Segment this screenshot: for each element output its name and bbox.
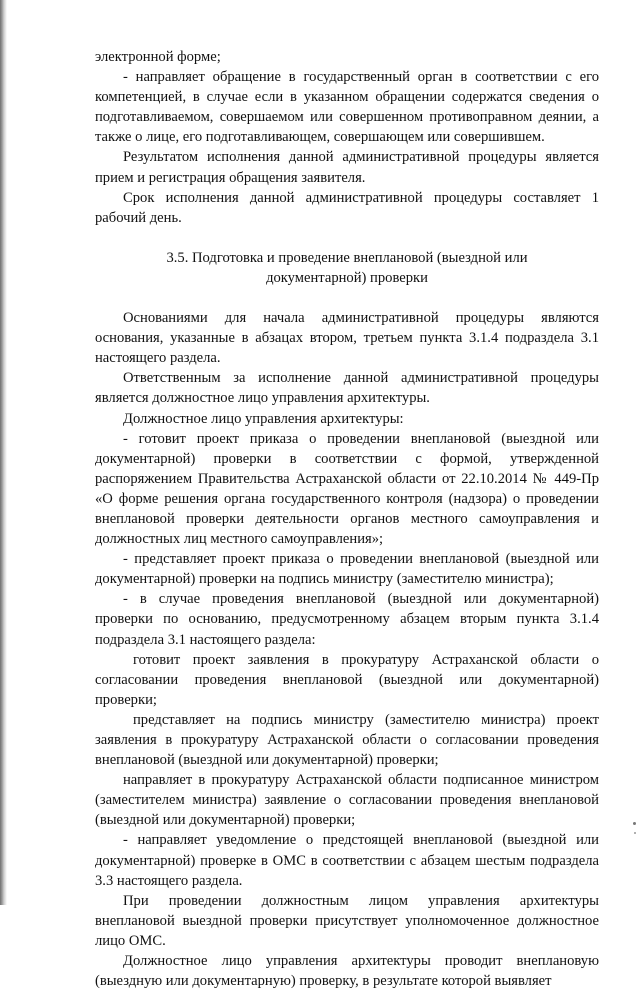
sub-list-item: готовит проект заявления в прокуратуру Астраханской области о согласовании проведения внеплановой (выездной или документарной) проверки; [95, 651, 599, 708]
paragraph: Результатом исполнения данной административной процедуры является прием и регистрация обращения заявителя. [95, 149, 599, 186]
sub-list-item: представляет на подпись министру (заместителю министра) проект заявления в прокуратуру Астраханской области о согласовании проведения внеплановой (выездной или документарной) проверки; [95, 711, 599, 769]
section-heading: 3.5. Подготовка и проведение внеплановой (выездной или документарной) проверки [166, 249, 528, 286]
list-item: - готовит проект приказа о проведении внеплановой (выездной или документарной) проверки в соответствии с формой, утвержденной распоряжением Правительства Астраханской области от 22.10.2014 № 449-Пр «О форме решения органа государственного контроля (надзора) о проведении внеплановой проверки деятельности органов местного самоуправления и должностных лиц местного самоуправления»; [95, 430, 599, 548]
paragraph: Должностное лицо управления архитектуры: [123, 410, 404, 427]
scan-speck [633, 822, 636, 825]
paragraph: Должностное лицо управления архитектуры проводит внеплановую (выездную или документарную) проверку, в результате которой выявляет [95, 953, 599, 990]
spacer [95, 228, 599, 248]
paragraph: Ответственным за исполнение данной административной процедуры является должностное лицо управления архитектуры. [95, 370, 599, 407]
list-item: - представляет проект приказа о проведении внеплановой (выездной или документарной) проверки на подпись министру (заместителю министра); [95, 551, 599, 588]
document-page [95, 47, 599, 991]
paragraph: Основаниями для начала административной процедуры являются основания, указанные в абзацах втором, третьем пункта 3.1.4 подраздела 3.1 настоящего раздела. [95, 310, 599, 367]
paragraph: Срок исполнения данной административной процедуры составляет 1 рабочий день. [95, 189, 599, 226]
spacer [95, 288, 599, 308]
paragraph: электронной форме; [95, 49, 221, 65]
paragraph: - направляет обращение в государственный орган в соответствии с его компетенцией, в случае если в указанном обращении содержатся сведения о подготавливаемом, совершаемом или совершенном противоправном деянии, а также о лице, его подготавливающем, совершающем или совершившем. [95, 69, 599, 146]
scan-speck [634, 832, 636, 834]
paragraph: При проведении должностным лицом управления архитектуры внеплановой выездной проверки присутствует уполномоченное должностное лицо ОМС. [95, 892, 599, 949]
scan-edge-shadow [0, 0, 7, 905]
sub-list-item: направляет в прокуратуру Астраханской области подписанное министром (заместителем министра) заявление о согласовании проведения внеплановой (выездной или документарной) проверки; [95, 772, 599, 829]
list-item: - в случае проведения внеплановой (выездной или документарной) проверки по основанию, предусмотренному абзацем вторым пункта 3.1.4 подраздела 3.1 настоящего раздела: [95, 591, 599, 648]
list-item: - направляет уведомление о предстоящей внеплановой (выездной или документарной) проверке в ОМС в соответствии с абзацем шестым подраздела 3.3 настоящего раздела. [95, 832, 599, 889]
